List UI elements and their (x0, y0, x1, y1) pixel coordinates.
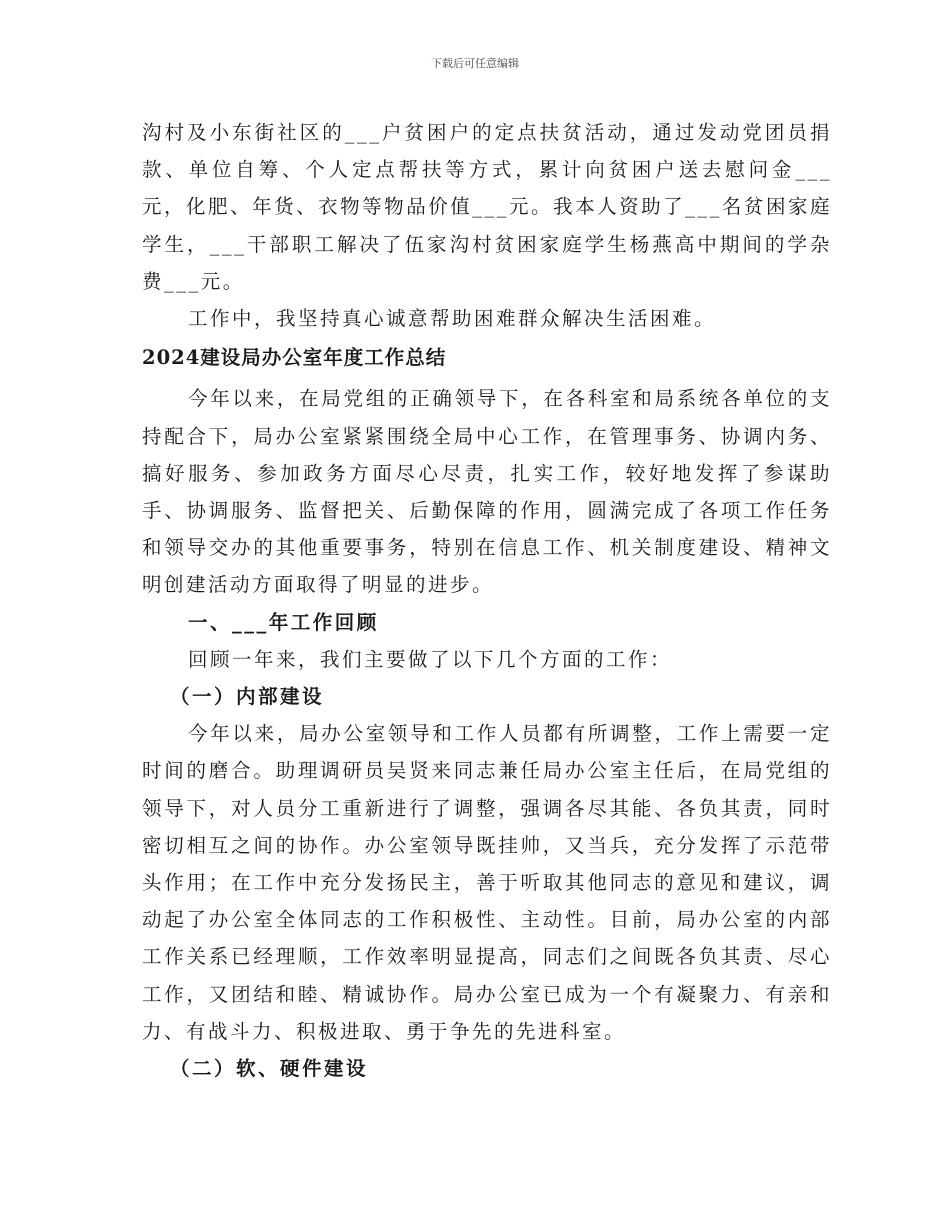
document-body (142, 114, 832, 1087)
paragraph-internal-building: 今年以来，局办公室领导和工作人员都有所调整，工作上需要一定时间的磨合。助理调研员吴贤来同志兼任局办公室主任后，在局党组的领导下，对人员分工重新进行了调整，强调各尽其能、各负其责，同时密切相互之间的协作。办公室领导既挂帅，又当兵，充分发挥了示范带头作用；在工作中充分发扬民主，善于听取其他同志的意见和建议，调动起了办公室全体同志的工作积极性、主动性。目前，局办公室的内部工作关系已经理顺，工作效率明显提高，同志们之间既各负其责、尽心工作，又团结和睦、精诚协作。局办公室已成为一个有凝聚力、有亲和力、有战斗力、积极进取、勇于争先的先进科室。 (142, 722, 832, 1043)
paragraph-closing: 工作中，我坚持真心诚意帮助困难群众解决生活困难。 (188, 307, 717, 331)
page-header-note: 下载后可任意编辑 (431, 57, 519, 70)
paragraph-review-intro: 回顾一年来，我们主要做了以下几个方面的工作： (188, 647, 673, 671)
subsection-heading-software-hardware: （二）软、硬件建设 (170, 1057, 369, 1081)
section-heading-review: 一、___年工作回顾 (188, 610, 379, 634)
subsection-heading-internal: （一）内部建设 (170, 685, 325, 709)
paragraph-intro: 今年以来，在局党组的正确领导下，在各科室和局系统各单位的支持配合下，局办公室紧紧围绕全局中心工作，在管理事务、协调内务、搞好服务、参加政务方面尽心尽责，扎实工作，较好地发挥了参谋助手、协调服务、监督把关、后勤保障的作用，圆满完成了各项工作任务和领导交办的其他重要事务，特别在信息工作、机关制度建设、精神文明创建活动方面取得了明显的进步。 (142, 387, 832, 597)
document-title: 2024建设局办公室年度工作总结 (142, 346, 447, 370)
paragraph-continued: 沟村及小东街社区的___户贫困户的定点扶贫活动，通过发动党团员捐款、单位自筹、个人定点帮扶等方式，累计向贫困户送去慰问金___元，化肥、年货、衣物等物品价值___元。我本人资助了___名贫困家庭学生，___干部职工解决了伍家沟村贫困家庭学生杨燕高中期间的学杂费___元。 (142, 121, 832, 293)
